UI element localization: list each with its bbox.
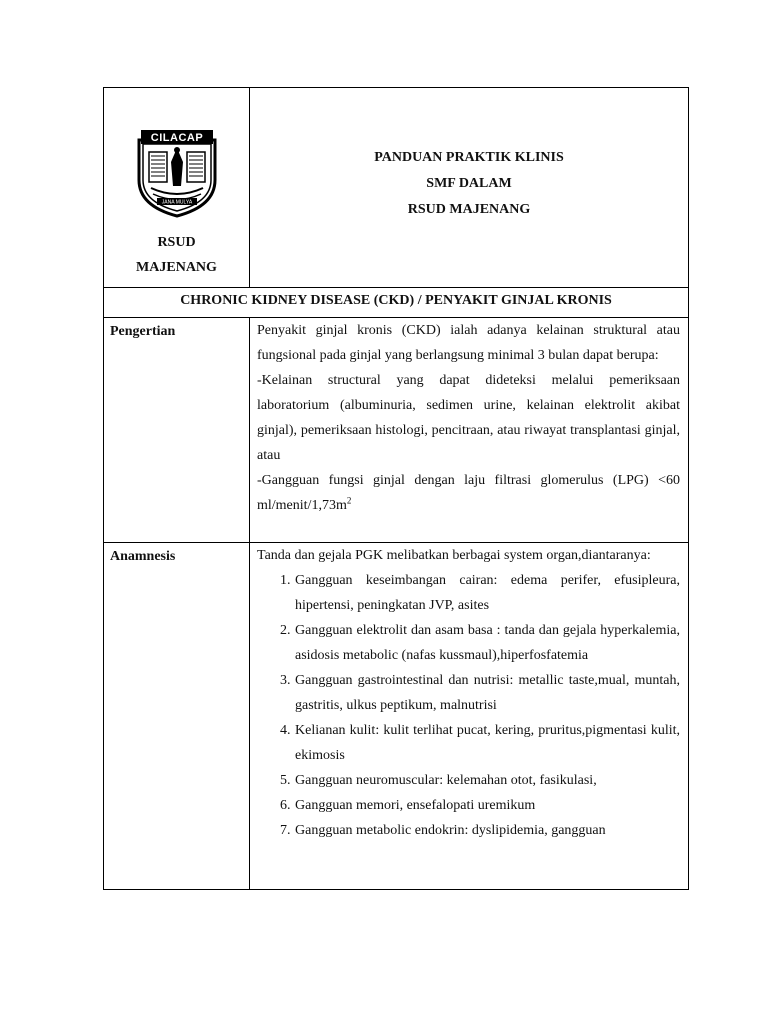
list-item: 4. Kelianan kulit: kulit terlihat pucat, kering, pruritus,pigmentasi kulit, ekimosis bbox=[294, 718, 680, 768]
cilacap-emblem bbox=[135, 128, 219, 218]
hospital-line-2: MAJENANG bbox=[136, 260, 217, 275]
pengertian-label: Pengertian bbox=[104, 318, 250, 543]
guide-title: PANDUAN PRAKTIK KLINIS bbox=[374, 150, 564, 165]
list-item: 1. Gangguan keseimbangan cairan: edema perifer, efusipleura, hipertensi, peningkatan JVP, asites bbox=[294, 568, 680, 618]
pengertian-para-3 bbox=[257, 468, 680, 518]
pengertian-para-3-text: -Gangguan fungsi ginjal dengan laju filtrasi glomerulus (LPG) <60 ml/menit/1,73m bbox=[257, 473, 680, 513]
logo-text: CILACAP bbox=[150, 132, 203, 144]
symptom-list bbox=[257, 568, 680, 843]
hospital-name bbox=[104, 230, 249, 280]
list-item: 3. Gangguan gastrointestinal dan nutrisi: metallic taste,mual, muntah, gastritis, ulkus peptikum, malnutrisi bbox=[294, 668, 680, 718]
hospital-title: RSUD MAJENANG bbox=[407, 202, 531, 217]
hospital-line-1: RSUD bbox=[157, 235, 196, 250]
department-title: SMF DALAM bbox=[426, 176, 512, 191]
list-item: 2. Gangguan elektrolit dan asam basa : tanda dan gejala hyperkalemia, asidosis metabolic (nafas kussmaul),hiperfosfatemia bbox=[294, 618, 680, 668]
superscript-2: 2 bbox=[346, 495, 352, 506]
header-row bbox=[104, 88, 689, 288]
pengertian-para-1: Penyakit ginjal kronis (CKD) ialah adanya kelainan struktural atau fungsional pada ginjal yang berlangsung minimal 3 bulan dapat berupa: bbox=[257, 323, 680, 363]
logo-motto: JANA MULYA bbox=[161, 199, 192, 206]
pengertian-para-2: -Kelainan structural yang dapat dideteksi melalui pemeriksaan laboratorium (albuminuria, sedimen urine, kelainan elektrolit akibat ginjal), pemeriksaan histologi, pencitraan, atau riwayat transplantasi ginjal, atau bbox=[257, 373, 680, 463]
clinical-guideline-table bbox=[103, 87, 689, 890]
anamnesis-label: Anamnesis bbox=[104, 543, 250, 890]
list-item: 5. Gangguan neuromuscular: kelemahan otot, fasikulasi, bbox=[294, 768, 680, 793]
logo-cell bbox=[104, 88, 250, 288]
anamnesis-intro: Tanda dan gejala PGK melibatkan berbagai system organ,diantaranya: bbox=[257, 548, 651, 563]
disease-row bbox=[104, 288, 689, 318]
list-item: 7. Gangguan metabolic endokrin: dyslipidemia, gangguan bbox=[294, 818, 680, 843]
disease-title: CHRONIC KIDNEY DISEASE (CKD) / PENYAKIT GINJAL KRONIS bbox=[104, 288, 689, 318]
pengertian-row bbox=[104, 318, 689, 543]
cilacap-emblem-icon bbox=[135, 128, 219, 218]
list-item: 6. Gangguan memori, ensefalopati uremikum bbox=[294, 793, 680, 818]
title-cell bbox=[250, 88, 689, 288]
pengertian-content bbox=[250, 318, 689, 543]
anamnesis-row bbox=[104, 543, 689, 890]
anamnesis-content bbox=[250, 543, 689, 890]
